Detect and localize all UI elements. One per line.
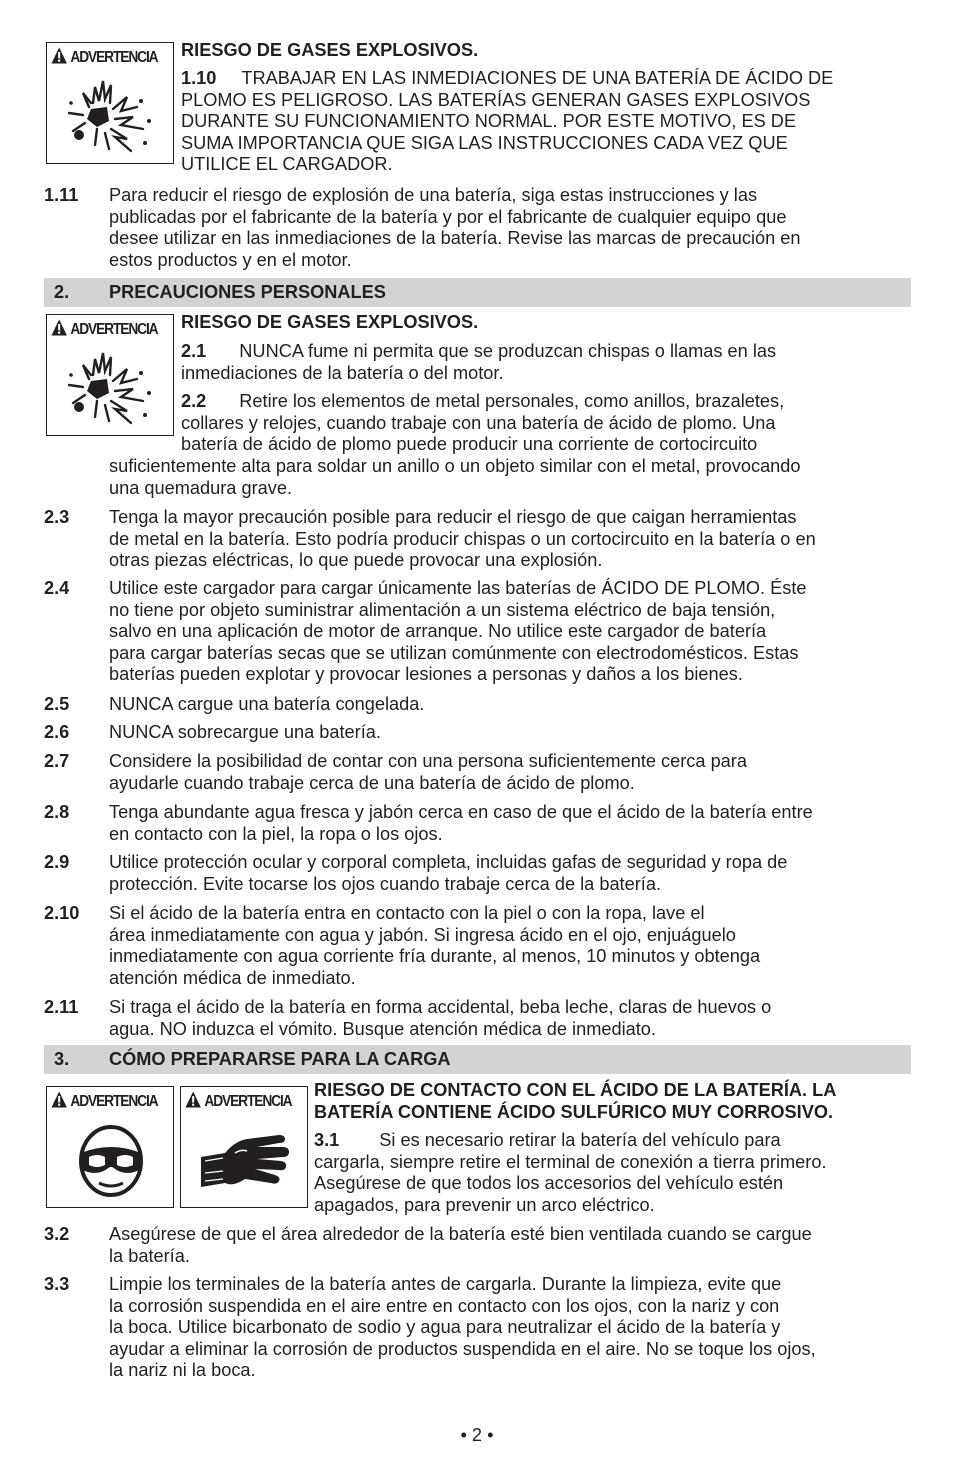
text-line: estos productos y en el motor. — [109, 249, 352, 270]
text-line: no tiene por objeto suministrar alimentación a un sistema eléctrico de baja tensión, — [109, 599, 776, 620]
warning-label: ADVERTENCIA — [51, 1091, 157, 1111]
text-line: área inmediatamente con agua y jabón. Si ingresa ácido en el ojo, enjuáguelo — [109, 924, 736, 945]
item-2-2 — [181, 391, 921, 456]
item-1-10-line-3: SUMA IMPORTANCIA QUE SIGA LAS INSTRUCCIONES CADA VEZ QUE — [181, 132, 788, 153]
text-line: Si traga el ácido de la batería en forma accidental, beba leche, claras de huevos o — [109, 997, 772, 1017]
text-line: batería de ácido de plomo puede producir una corriente de cortocircuito — [181, 434, 758, 455]
section-number: 3. — [54, 1049, 70, 1069]
text-line: Utilice este cargador para cargar únicamente las baterías de ÁCIDO DE PLOMO. Éste — [109, 578, 807, 598]
text-line: NUNCA fume ni permita que se produzcan chispas o llamas en las — [239, 341, 777, 361]
heading-line: BATERÍA CONTIENE ÁCIDO SULFÚRICO MUY CORROSIVO. — [314, 1101, 834, 1122]
text-line: publicadas por el fabricante de la batería y por el fabricante de cualquier equipo que — [109, 206, 787, 227]
item-number: 2.8 — [44, 802, 70, 822]
text-line: inmediatamente con agua corriente fría durante, al menos, 10 minutos y obtenga — [109, 946, 761, 967]
text-line: Retire los elementos de metal personales, como anillos, brazaletes, — [239, 391, 785, 411]
item-2-6-text — [109, 722, 909, 744]
item-number: 2.5 — [44, 694, 70, 714]
item-1-10 — [181, 68, 921, 176]
section-header-2 — [44, 278, 911, 307]
text-line: Tenga la mayor precaución posible para reducir el riesgo de que caigan herramientas — [109, 507, 797, 527]
section-title: CÓMO PREPARARSE PARA LA CARGA — [109, 1049, 451, 1069]
warning-label: ADVERTENCIA — [185, 1091, 291, 1111]
warning-triangle-icon — [51, 1093, 70, 1110]
item-2-11-text — [109, 997, 909, 1040]
item-number: 3.3 — [44, 1274, 70, 1294]
text-line: Tenga abundante agua fresca y jabón cerca en caso de que el ácido de la batería entre — [109, 802, 813, 822]
item-number: 2.10 — [44, 903, 80, 923]
item-2-4-text — [109, 578, 909, 686]
text-line: salvo en una aplicación de motor de arranque. No utilice este cargador de batería — [109, 621, 767, 642]
item-2-1 — [181, 341, 921, 384]
block2-heading: RIESGO DE GASES EXPLOSIVOS. — [181, 312, 479, 332]
text-line: la nariz ni la boca. — [109, 1360, 256, 1381]
section-title: PRECAUCIONES PERSONALES — [109, 282, 386, 302]
text-line: Asegúrese de que todos los accesorios del vehículo estén — [314, 1173, 784, 1194]
item-number: 2.6 — [44, 722, 70, 742]
text-line: ayudar a eliminar la corrosión de productos suspendida en el aire. No se toque los ojos, — [109, 1338, 816, 1359]
item-1-10-line-1: PLOMO ES PELIGROSO. LAS BATERÍAS GENERAN GASES EXPLOSIVOS — [181, 89, 811, 110]
text-line: agua. NO induzca el vómito. Busque atención médica de inmediato. — [109, 1018, 656, 1039]
item-2-8-text — [109, 802, 909, 845]
text-line: la corrosión suspendida en el aire entre en contacto con los ojos, con la nariz y con — [109, 1295, 780, 1316]
item-number: 3.2 — [44, 1224, 70, 1244]
text-line: Utilice protección ocular y corporal completa, incluidas gafas de seguridad y ropa de — [109, 852, 788, 872]
item-2-5-text — [109, 694, 909, 716]
text-line: Si el ácido de la batería entra en contacto con la piel o con la ropa, lave el — [109, 903, 705, 923]
text-line: Limpie los terminales de la batería antes de cargarla. Durante la limpieza, evite que — [109, 1274, 782, 1294]
item-number: 3.1 — [314, 1130, 340, 1150]
protective-glove-icon — [195, 1117, 295, 1203]
text-line: protección. Evite tocarse los ojos cuando trabaje cerca de la batería. — [109, 873, 662, 894]
item-number: 2.1 — [181, 341, 207, 361]
heading-line: RIESGO DE CONTACTO CON EL ÁCIDO DE LA BATERÍA. LA — [314, 1080, 837, 1100]
block3-heading — [314, 1080, 914, 1123]
warning-triangle-icon — [185, 1093, 204, 1110]
text-line: desee utilizar en las inmediaciones de la batería. Revise las marcas de precaución en — [109, 228, 801, 249]
item-number: 2.3 — [44, 507, 70, 527]
item-1-11-text — [109, 185, 909, 271]
text-line: la batería. — [109, 1245, 190, 1266]
text-line: de metal en la batería. Esto podría producir chispas o un cortocircuito en la batería o en — [109, 528, 816, 549]
block1-heading: RIESGO DE GASES EXPLOSIVOS. — [181, 40, 479, 60]
item-1-10-line-0: TRABAJAR EN LAS INMEDIACIONES DE UNA BATERÍA DE ÁCIDO DE — [241, 68, 834, 88]
text-line: Si es necesario retirar la batería del vehículo para — [379, 1130, 781, 1150]
item-number: 2.7 — [44, 751, 70, 771]
text-line: apagados, para prevenir un arco eléctrico. — [314, 1194, 655, 1215]
item-number: 2.2 — [181, 391, 207, 411]
item-3-2-text — [109, 1224, 909, 1267]
item-3-1 — [314, 1130, 924, 1216]
item-2-10-text — [109, 903, 909, 989]
section-header-3 — [44, 1045, 911, 1074]
text-line: Asegúrese de que el área alrededor de la batería esté bien ventilada cuando se cargue — [109, 1224, 812, 1244]
text-line: en contacto con la piel, la ropa o los ojos. — [109, 823, 443, 844]
text-line: ayudarle cuando trabaje cerca de una batería de ácido de plomo. — [109, 772, 635, 793]
text-line: inmediaciones de la batería o del motor. — [181, 362, 504, 383]
warning-label: ADVERTENCIA — [51, 319, 157, 339]
warning-box-goggles — [46, 1086, 174, 1208]
text-line: para cargar baterías secas que se utilizan comúnmente con electrodomésticos. Estas — [109, 642, 799, 663]
item-2-7-text — [109, 751, 909, 794]
safety-goggles-icon — [61, 1117, 161, 1203]
warning-triangle-icon — [51, 321, 70, 338]
warning-label: ADVERTENCIA — [51, 47, 157, 67]
page-number: • 2 • — [460, 1425, 494, 1445]
explosion-icon — [61, 345, 161, 431]
warning-box-explosion — [46, 314, 174, 436]
text-line: la boca. Utilice bicarbonato de sodio y agua para neutralizar el ácido de la batería y — [109, 1317, 781, 1338]
text-line: collares y relojes, cuando trabaje con una batería de ácido de plomo. Una — [181, 412, 776, 433]
item-number: 2.11 — [44, 997, 79, 1017]
text-line: baterías pueden explotar y provocar lesiones a personas y daños a los bienes. — [109, 664, 743, 685]
warning-triangle-icon — [51, 49, 70, 66]
item-1-10-line-2: DURANTE SU FUNCIONAMIENTO NORMAL. POR ESTE MOTIVO, ES DE — [181, 111, 797, 132]
item-2-3-text — [109, 507, 909, 572]
item-2-2-continued — [109, 456, 909, 499]
explosion-icon — [61, 73, 161, 159]
section-number: 2. — [54, 282, 70, 302]
text-line: NUNCA cargue una batería congelada. — [109, 694, 425, 714]
text-line: Para reducir el riesgo de explosión de una batería, siga estas instrucciones y las — [109, 185, 758, 205]
item-number: 1.10 — [181, 68, 217, 88]
text-line: una quemadura grave. — [109, 477, 293, 498]
item-3-3-text — [109, 1274, 909, 1382]
item-number: 2.9 — [44, 852, 70, 872]
item-number: 2.4 — [44, 578, 70, 598]
warning-box-gloves — [180, 1086, 308, 1208]
item-1-10-line-4: UTILICE EL CARGADOR. — [181, 154, 393, 175]
item-number: 1.11 — [44, 185, 79, 205]
text-line: suficientemente alta para soldar un anillo o un objeto similar con el metal, provocando — [109, 456, 801, 476]
text-line: cargarla, siempre retire el terminal de conexión a tierra primero. — [314, 1151, 827, 1172]
text-line: atención médica de inmediato. — [109, 967, 356, 988]
text-line: otras piezas eléctricas, lo que puede provocar una explosión. — [109, 550, 603, 571]
warning-box-explosion — [46, 42, 174, 164]
item-2-9-text — [109, 852, 909, 895]
text-line: NUNCA sobrecargue una batería. — [109, 722, 381, 742]
text-line: Considere la posibilidad de contar con una persona suficientemente cerca para — [109, 751, 747, 771]
